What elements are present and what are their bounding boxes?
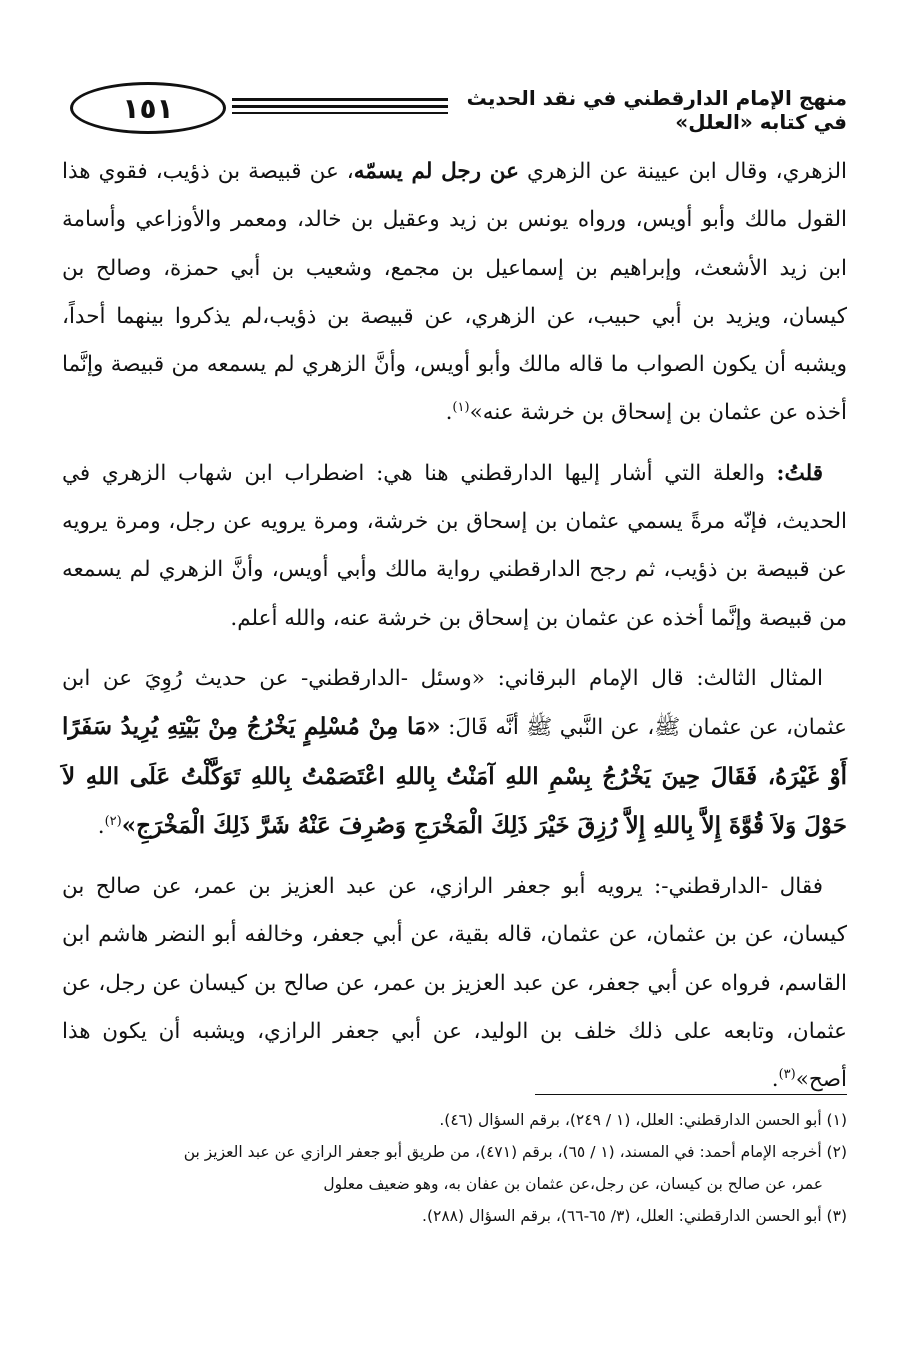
emphasis-text: عن رجل لم يسمّه — [353, 159, 519, 184]
paragraph-text: ، عن قبيصة بن ذؤيب، فقوي هذا القول مالك وأبو أويس، ورواه يونس بن زيد وعقيل بن خالد، ومعمر والأوزاعي وأسامة ابن زيد الأشعث، وإبراهيم بن إسماعيل بن مجمع، وشعيب بن أبي حمزة، وصالح بن كيسان، ويزيد بن أبي حبيب، عن الزهري، عن قبيصة بن ذؤيب،لم يذكروا بينهما أحداً، ويشبه أن يكون الصواب ما قاله مالك وأبو أويس، وأنَّ الزهري لم يسمعه من قبيصة وإنَّما أخذه عن عثمان بن إسحاق بن خرشة عنه» — [62, 159, 847, 426]
page-number: ١٥١ — [122, 91, 174, 125]
paragraph-end: . — [445, 400, 453, 426]
footnote-ref[interactable]: (٣) — [778, 1067, 796, 1083]
paragraph-text: والعلة التي أشار إليها الدارقطني هنا هي: اضطراب ابن شهاب الزهري في الحديث، فإنّه مرةً يسمي عثمان بن إسحاق بن خرشة، ومرة يرويه عن رجل، ومرة يرويه عن قبيصة بن ذؤيب، ثم رجح الدارقطني رواية مالك وأبي أويس، وأنَّ الزهري لم يسمعه من قبيصة وإنَّما أخذه عن عثمان بن إسحاق بن خرشة عنه، والله أعلم. — [62, 460, 847, 631]
footnote-ref[interactable]: (١) — [452, 400, 470, 416]
paragraph-label: المثال الثالث: — [696, 665, 824, 691]
header-rule — [232, 98, 448, 101]
paragraph-end: . — [97, 813, 105, 839]
paragraph-label: قلتُ: — [776, 460, 823, 486]
footnote-separator — [535, 1094, 847, 1095]
paragraph-2 — [62, 450, 847, 643]
footnote-1: (١) أبو الحسن الدارقطني: العلل، (١ / ٢٤٩)، برقم السؤال (٤٦). — [439, 1111, 847, 1129]
paragraph-text: فقال -الدارقطني-: يرويه أبو جعفر الرازي، عن عبد العزيز بن عمر، عن صالح بن كيسان، عن بن عثمان، عن عثمان، قاله بقية، عن أبي جعفر، وخالفه أبو النضر هاشم ابن القاسم، فرواه عن أبي جعفر، عن عبد العزيز بن عمر، عن صالح بن كيسان عن رجل، عن عثمان، وتابعه على ذلك خلف بن الوليد، عن أبي جعفر الرازي، ويشبه أن يكون هذا أصح» — [62, 874, 847, 1093]
header-rule — [232, 105, 448, 108]
paragraph-3 — [62, 655, 847, 851]
footnote-3: (٣) أبو الحسن الدارقطني: العلل، (٣/ ٦٥-٦٦)، برقم السؤال (٢٨٨). — [422, 1207, 847, 1225]
footnote-2: (٢) أخرجه الإمام أحمد: في المسند، (١ / ٦٥)، برقم (٤٧١)، من طريق أبو جعفر الرازي عن عبد العزيز بن — [183, 1143, 847, 1161]
footnotes — [62, 1104, 847, 1232]
running-title: منهج الإمام الدارقطني في نقد الحديث في كتابه «العلل» — [466, 86, 847, 134]
main-text — [62, 148, 847, 1117]
hadith-text: «مَا مِنْ مُسْلِمٍ يَخْرُجُ مِنْ بَيْتِهِ يُرِيدُ سَفَرًا أَوْ غَيْرَهُ، فَقَالَ حِينَ يَخْرُجُ بِسْمِ اللهِ آمَنْتُ بِاللهِ اعْتَصَمْتُ بِاللهِ تَوَكَّلْتُ عَلَى اللهِ لاَ حَوْلَ وَلاَ قُوَّةَ إِلاَّ بِاللهِ إِلاَّ رُزِقَ خَيْرَ ذَلِكَ الْمَخْرَجِ وَصُرِفَ عَنْهُ شَرَّ ذَلِكَ الْمَخْرَجِ» — [62, 713, 847, 839]
paragraph-text: قال الإمام البرقاني: «وسئل -الدارقطني- عن حديث رُوِيَ عن ابن عثمان، عن عثمان ﷺ، عن النَّبي ﷺ أنَّه قَالَ: — [62, 665, 847, 741]
footnote-ref[interactable]: (٢) — [104, 813, 122, 829]
paragraph-4 — [62, 863, 847, 1104]
page-number-badge — [70, 82, 226, 134]
footnote-2-continued: عمر، عن صالح بن كيسان، عن رجل،عن عثمان بن عفان به، وهو ضعيف معلول — [323, 1175, 823, 1193]
header-rule — [232, 112, 448, 114]
paragraph-end: . — [771, 1067, 779, 1093]
page-header — [62, 78, 847, 134]
paragraph-text: الزهري، وقال ابن عيينة عن الزهري — [518, 159, 848, 184]
paragraph-1 — [62, 148, 847, 438]
